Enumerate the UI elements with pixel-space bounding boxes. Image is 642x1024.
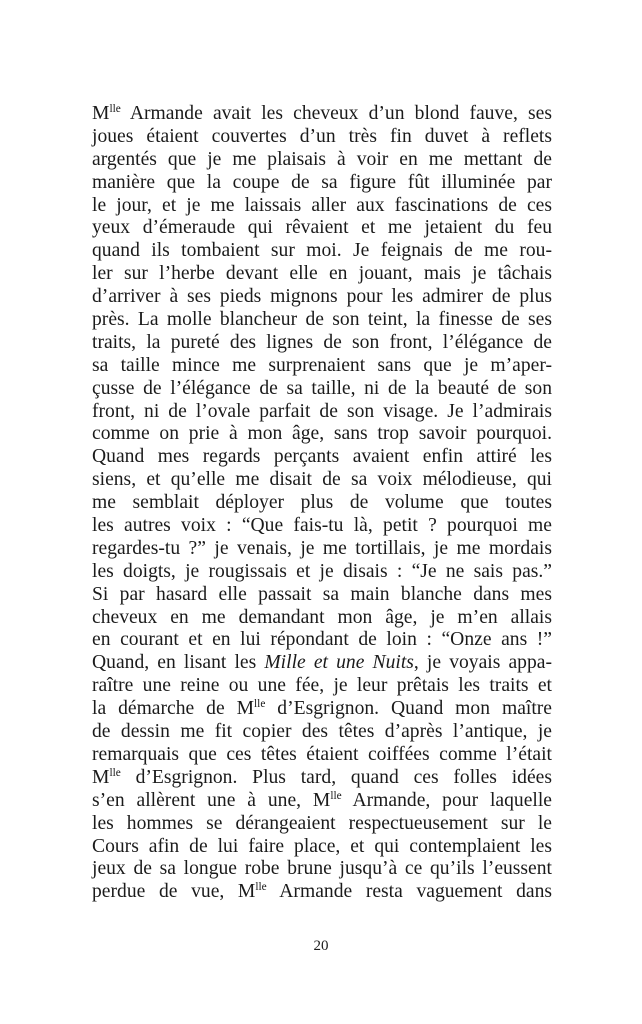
superscript-abbreviation: lle [254, 698, 266, 711]
text-line [92, 172, 552, 195]
text-run: jeux de sa longue robe brune jusqu’à ce qu’ils l’eussent [92, 858, 552, 880]
text-run: argentés que je me plaisais à voir en me mettant de [92, 148, 552, 170]
text-line [92, 492, 552, 515]
text-run: les autres voix : “Que fais-tu là, petit ? pourquoi me [92, 515, 552, 537]
text-line [92, 584, 552, 607]
text-run: sa taille mince me surprenaient sans que je m’aper- [92, 354, 552, 376]
text-line [92, 263, 552, 286]
text-run: d’arriver à ses pieds mignons pour les admirer de plus [92, 286, 552, 308]
text-run: remarquais que ces têtes étaient coiffées comme l’était [92, 743, 552, 765]
text-line [92, 561, 552, 584]
text-line [92, 401, 552, 424]
text-line [92, 858, 552, 881]
italic-title: Mille et une Nuits [264, 652, 414, 674]
text-run: en courant et en lui répondant de loin : “Onze ans !” [92, 629, 552, 651]
text-run: Quand, en lisant les [92, 652, 265, 674]
text-run: front, ni de l’ovale parfait de son visage. Je l’admirais [92, 400, 552, 422]
text-line [92, 767, 552, 790]
text-run: cheveux en me demandant mon âge, je m’en allais [92, 606, 552, 628]
text-run: M [92, 103, 110, 124]
text-line [92, 240, 552, 263]
text-run: Armande, pour laquelle [341, 789, 552, 811]
text-line [92, 698, 552, 721]
text-run: raître une reine ou une fée, je leur prêtais les traits et [92, 675, 552, 697]
text-run: la démarche de M [92, 698, 255, 720]
text-line [92, 309, 552, 332]
text-run: Quand mes regards perçants avaient enfin attiré les [92, 446, 552, 468]
text-line [92, 790, 552, 813]
text-line [92, 149, 552, 172]
text-run: perdue de vue, M [92, 881, 256, 903]
text-line [92, 355, 552, 378]
text-line [92, 607, 552, 630]
text-run: Armande resta vaguement dans [266, 881, 552, 903]
text-run: traits, la pureté des lignes de son front, l’élégance de [92, 331, 552, 353]
text-run: près. La molle blancheur de son teint, la finesse de ses [92, 309, 552, 331]
text-line [92, 446, 552, 469]
page-number: 20 [313, 938, 329, 954]
text-run: ler sur l’herbe devant elle en jouant, mais je tâchais [92, 263, 552, 285]
text-run: de dessin me fit copier des têtes d’après l’antique, je [92, 721, 552, 743]
text-line [92, 332, 552, 355]
text-run: , je voyais appa- [413, 652, 552, 674]
text-run: Armande avait les cheveux d’un blond fauve, ses [120, 103, 552, 124]
text-run: M [92, 766, 110, 788]
text-line [92, 538, 552, 561]
text-run: Si par hasard elle passait sa main blanche dans mes [92, 583, 552, 605]
text-line [92, 515, 552, 538]
text-run: comme on prie à mon âge, sans trop savoir pourquoi. [92, 423, 552, 445]
text-run: d’Esgrignon. Plus tard, quand ces folles idées [120, 766, 552, 788]
superscript-abbreviation: lle [330, 789, 342, 802]
text-line [92, 378, 552, 401]
text-line [92, 469, 552, 492]
text-line [92, 286, 552, 309]
text-run: siens, et qu’elle me disait de sa voix mélodieuse, qui [92, 469, 552, 491]
text-line [92, 836, 552, 859]
text-line [92, 675, 552, 698]
text-line [92, 721, 552, 744]
text-run: le jour, et je me laissais aller aux fascinations de ces [92, 194, 552, 216]
text-line [92, 423, 552, 446]
text-run: joues étaient couvertes d’un très fin duvet à reflets [92, 125, 552, 147]
superscript-abbreviation: lle [109, 766, 121, 779]
text-run: d’Esgrignon. Quand mon maître [265, 698, 552, 720]
text-line [92, 629, 552, 652]
body-text [92, 103, 552, 904]
text-line [92, 103, 552, 126]
superscript-abbreviation: lle [109, 102, 121, 115]
superscript-abbreviation: lle [255, 881, 267, 894]
text-run: yeux d’émeraude qui rêvaient et me jetaient du feu [92, 217, 552, 239]
text-run: manière que la coupe de sa figure fût illuminée par [92, 171, 552, 193]
text-line [92, 126, 552, 149]
text-run: s’en allèrent une à une, M [92, 789, 331, 811]
text-run: çusse de l’élégance de sa taille, ni de la beauté de son [92, 377, 552, 399]
text-run: les hommes se dérangeaient respectueusement sur le [92, 812, 552, 834]
text-line [92, 813, 552, 836]
text-line [92, 195, 552, 218]
text-line [92, 652, 552, 675]
text-run: me semblait déployer plus de volume que toutes [92, 492, 552, 514]
text-line [92, 744, 552, 767]
text-run: quand ils tombaient sur moi. Je feignais de me rou- [92, 240, 552, 262]
text-run: regardes-tu ?” je venais, je me tortillais, je me mordais [92, 537, 552, 559]
text-run: les doigts, je rougissais et je disais : “Je ne sais pas.” [92, 560, 552, 582]
text-line [92, 881, 552, 904]
text-run: Cours afin de lui faire place, et qui contemplaient les [92, 835, 552, 857]
text-line [92, 217, 552, 240]
